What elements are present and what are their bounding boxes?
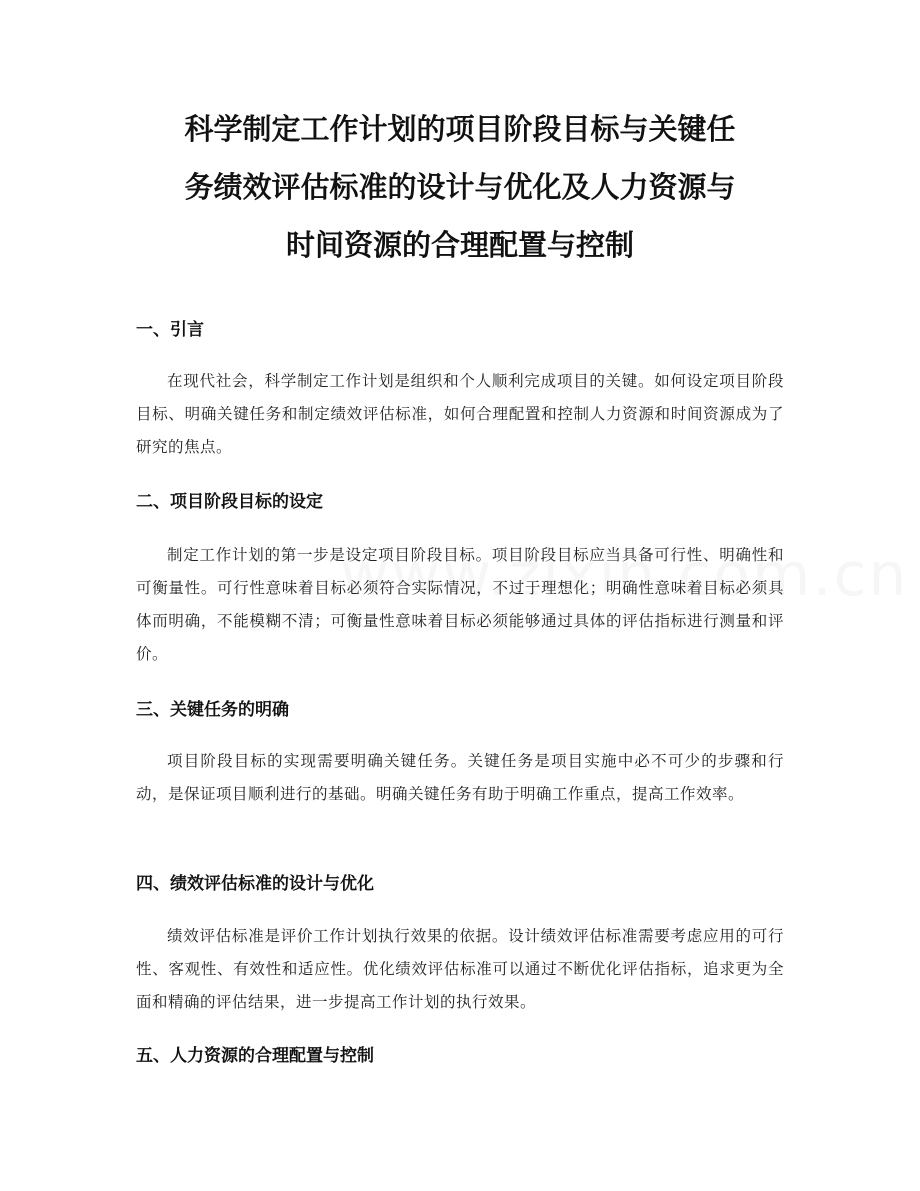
document-title [130,100,790,274]
section-paragraph-key-tasks: 项目阶段目标的实现需要明确关键任务。关键任务是项目实施中必不可少的步骤和行动，是保证项目顺利进行的基础。明确关键任务有助于明确工作重点，提高工作效率。 [136,752,784,803]
section-paragraph-performance: 绩效评估标准是评价工作计划执行效果的依据。设计绩效评估标准需要考虑应用的可行性、客观性、有效性和适应性。优化绩效评估标准可以通过不断优化评估指标，追求更为全面和精确的评估结果，进一步提高工作计划的执行效果。 [136,927,784,1011]
section-heading-stage-goals: 二、项目阶段目标的设定 [136,492,323,512]
title-line-3: 时间资源的合理配置与控制 [285,228,634,262]
title-line-1: 科学制定工作计划的项目阶段目标与关键任 [184,112,736,146]
section-paragraph-stage-goals: 制定工作计划的第一步是设定项目阶段目标。项目阶段目标应当具备可行性、明确性和可衡量性。可行性意味着目标必须符合实际情况，不过于理想化；明确性意味着目标必须具体而明确，不能模糊不清；可衡量性意味着目标必须能够通过具体的评估指标进行测量和评价。 [136,546,784,663]
section-paragraph-intro: 在现代社会，科学制定工作计划是组织和个人顺利完成项目的关键。如何设定项目阶段目标、明确关键任务和制定绩效评估标准，如何合理配置和控制人力资源和时间资源成为了研究的焦点。 [136,372,784,456]
section-heading-performance: 四、绩效评估标准的设计与优化 [136,874,374,894]
title-line-2: 务绩效评估标准的设计与优化及人力资源与 [184,170,736,204]
section-heading-intro: 一、引言 [136,320,204,340]
section-heading-human-resources: 五、人力资源的合理配置与控制 [136,1046,374,1066]
section-heading-key-tasks: 三、关键任务的明确 [136,700,289,720]
